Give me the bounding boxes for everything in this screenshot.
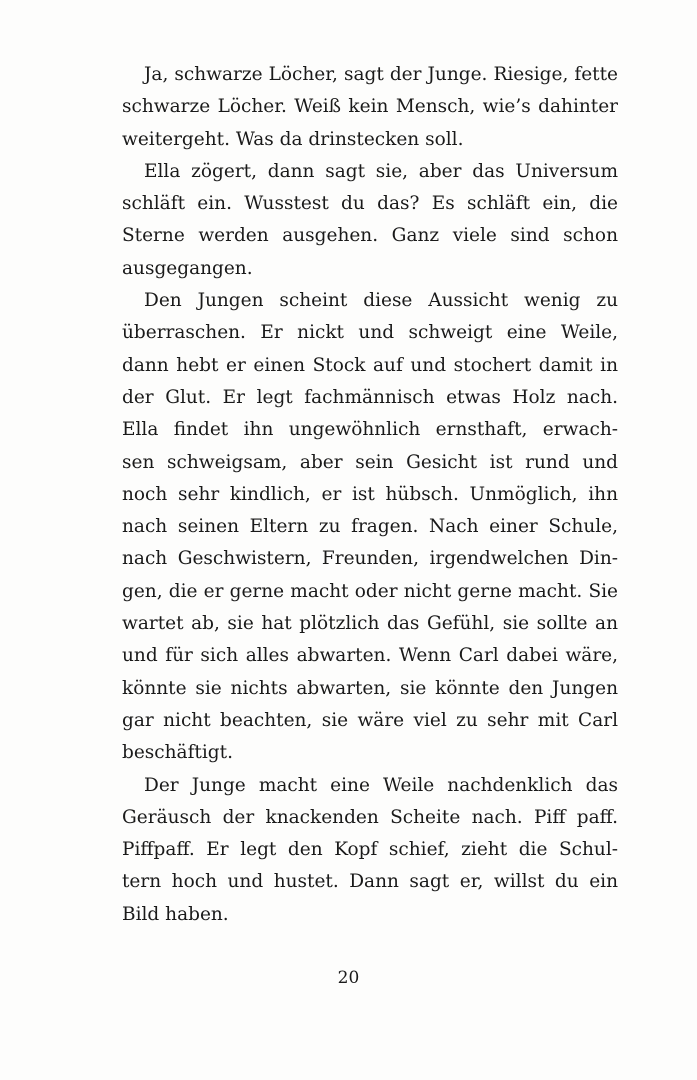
text-line: dann hebt er einen Stock auf und stochert damit in — [122, 354, 618, 376]
paragraph — [122, 770, 618, 931]
paragraph — [122, 285, 618, 769]
text-line: Bild haben. — [122, 903, 229, 925]
text-line: nach Geschwistern, Freunden, irgendwelchen Din- — [122, 548, 618, 570]
text-line: tern hoch und hustet. Dann sagt er, willst du ein — [122, 871, 618, 893]
text-line: noch sehr kindlich, er ist hübsch. Unmöglich, ihn — [122, 483, 618, 505]
text-line: Ella zögert, dann sagt sie, aber das Universum — [144, 160, 618, 182]
page-number: 20 — [337, 968, 360, 988]
text-line: ausgegangen. — [122, 257, 253, 279]
text-line: beschäftigt. — [122, 742, 233, 764]
text-line: Den Jungen scheint diese Aussicht wenig zu — [144, 290, 618, 312]
text-line: Sterne werden ausgehen. Ganz viele sind schon — [122, 225, 618, 247]
text-line: wartet ab, sie hat plötzlich das Gefühl, sie sollte an — [122, 613, 618, 635]
text-line: Ella findet ihn ungewöhnlich ernsthaft, erwach- — [122, 419, 618, 441]
text-line: schläft ein. Wusstest du das? Es schläft ein, die — [122, 193, 618, 215]
text-line: gar nicht beachten, sie wäre viel zu sehr mit Carl — [122, 709, 618, 731]
text-line: schwarze Löcher. Weiß kein Mensch, wie’s dahinter — [122, 96, 618, 118]
text-line: nach seinen Eltern zu fragen. Nach einer Schule, — [122, 516, 618, 538]
text-line: Der Junge macht eine Weile nachdenklich das — [144, 774, 618, 796]
text-line: Ja, schwarze Löcher, sagt der Junge. Riesige, fette — [144, 64, 618, 85]
text-line: und für sich alles abwarten. Wenn Carl dabei wäre, — [122, 645, 618, 667]
text-line: überraschen. Er nickt und schweigt eine Weile, — [122, 322, 618, 344]
paragraph — [122, 59, 618, 156]
text-line: könnte sie nichts abwarten, sie könnte den Jungen — [122, 677, 618, 699]
text-line: Geräusch der knackenden Scheite nach. Piff paff. — [122, 806, 618, 828]
text-line: Piffpaff. Er legt den Kopf schief, zieht die Schul- — [122, 839, 618, 861]
text-line: weitergeht. Was da drinstecken soll. — [122, 128, 464, 150]
text-line: der Glut. Er legt fachmännisch etwas Holz nach. — [122, 386, 618, 408]
text-line: sen schweigsam, aber sein Gesicht ist rund und — [122, 451, 618, 473]
paragraph — [122, 156, 618, 285]
text-line: gen, die er gerne macht oder nicht gerne macht. Sie — [122, 580, 618, 602]
body-text — [122, 59, 618, 931]
